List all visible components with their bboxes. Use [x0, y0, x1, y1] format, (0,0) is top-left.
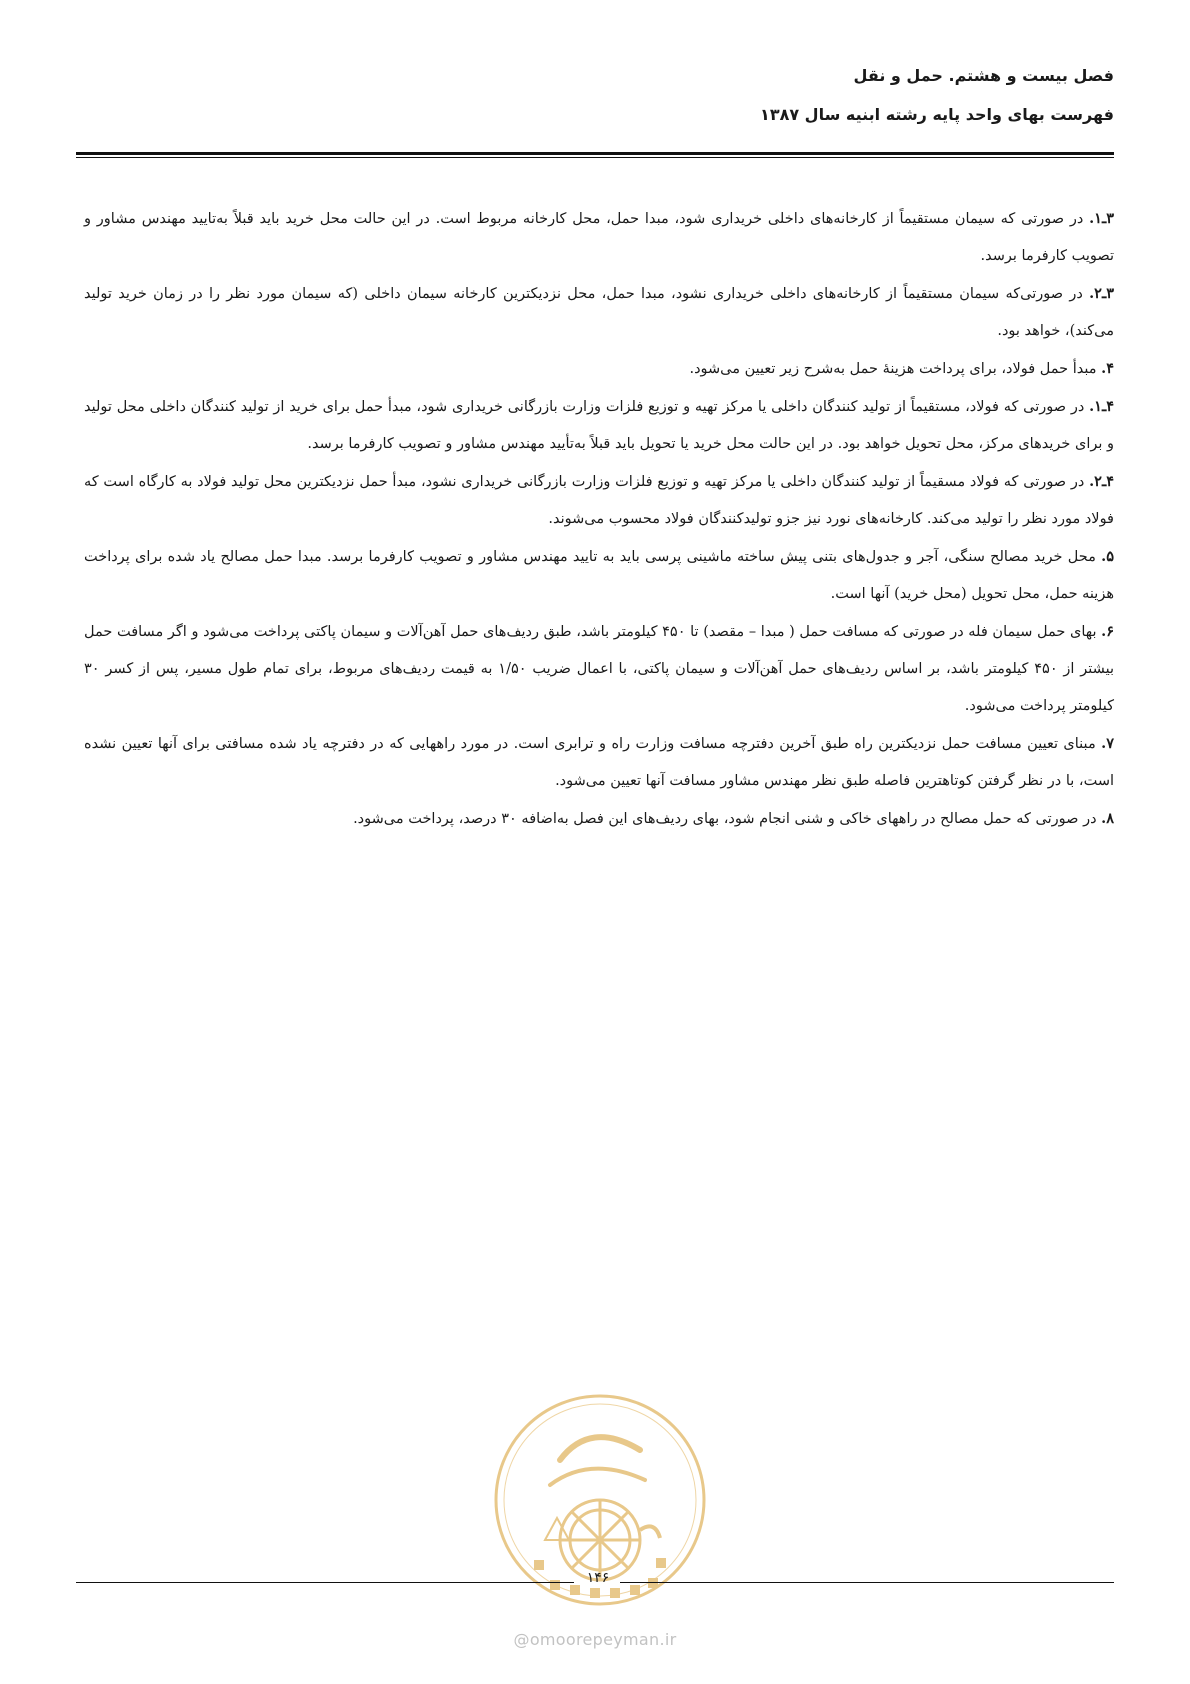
clause-text: مبنای تعیین مسافت حمل نزدیکترین راه طبق آخرین دفترچه مسافت وزارت راه و ترابری است. در مورد راههایی که در دفترچه یاد شده مسافتی برای آنها تعیین نشده است، با در نظر گرفتن کوتاهترین فاصله طبق نظر مهندس مشاور مسافت آنها تعیین می‌شود.	[84, 736, 1114, 789]
clause-number: ۸.	[1101, 810, 1114, 827]
clause-4-1	[84, 388, 1114, 463]
clause-4-2	[84, 463, 1114, 538]
header-rule-thin	[76, 157, 1114, 158]
clause-text: بهای حمل سیمان فله در صورتی که مسافت حمل ( مبدا – مقصد) تا ۴۵۰ کیلومتر باشد، طبق ردیف‌های حمل آهن‌آلات و سیمان پاکتی پرداخت می‌شود و اگر مسافت حمل بیشتر از ۴۵۰ کیلومتر باشد، بر اساس ردیف‌های حمل آهن‌آلات و سیمان پاکتی، با اعمال ضریب ۱/۵۰ به قیمت ردیف‌های مربوط، برای تمام طول مسیر، پس از کسر ۳۰ کیلومتر پرداخت می‌شود.	[84, 624, 1114, 714]
clause-number: ۴.	[1101, 360, 1114, 377]
clause-number: ۶.	[1101, 623, 1114, 640]
clause-number: ۳ـ۲.	[1089, 285, 1114, 302]
clause-number: ۴ـ۱.	[1089, 398, 1114, 415]
clause-4	[84, 350, 1114, 388]
clause-text: در صورتی که سیمان مستقیماً از کارخانه‌های داخلی خریداری شود، مبدا حمل، محل کارخانه مربوط است. در این حالت محل خرید باید قبلاً به‌تایید مهندس مشاور و تصویب کارفرما برسد.	[84, 211, 1114, 264]
footer-rule-right	[620, 1582, 1114, 1583]
clause-number: ۵.	[1101, 548, 1114, 565]
page-number: ۱۴۶	[586, 1570, 610, 1586]
clause-7	[84, 725, 1114, 800]
price-list-title: فهرست بهای واحد پایه رشته ابنیه سال ۱۳۸۷	[760, 105, 1114, 124]
clause-number: ۳ـ۱.	[1089, 210, 1114, 227]
clause-3-1	[84, 200, 1114, 275]
clause-number: ۷.	[1101, 735, 1114, 752]
page-header	[76, 60, 1114, 130]
clause-5	[84, 538, 1114, 613]
body-text	[84, 200, 1114, 838]
watermark-url: @omoorepeyman.ir	[513, 1630, 677, 1649]
clause-text: در صورتی که حمل مصالح در راههای خاکی و شنی انجام شود، بهای ردیف‌های این فصل به‌اضافه ۳۰ درصد، پرداخت می‌شود.	[353, 811, 1102, 827]
clause-text: در صورتی که فولاد مسقیماً از تولید کنندگان داخلی یا مرکز تهیه و توزیع فلزات وزارت بازرگانی خریداری نشود، مبدأ حمل نزدیکترین محل تولید فولاد به کارگاه است که فولاد مورد نظر را تولید می‌کند. کارخانه‌های نورد نیز جزو تولیدکنندگان فولاد محسوب می‌شوند.	[84, 474, 1114, 527]
clause-text: در صورتی که فولاد، مستقیماً از تولید کنندگان داخلی یا مرکز تهیه و توزیع فلزات وزارت بازرگانی خریداری شود، مبدأ حمل برای خرید از تولید کنندگان داخلی محل تولید و برای خریدهای مرکز، محل تحویل خواهد بود. در این حالت محل خرید یا تحویل باید قبلاً به‌تأیید مهندس مشاور و تصویب کارفرما برسد.	[84, 399, 1114, 452]
clause-number: ۴ـ۲.	[1089, 473, 1114, 490]
header-rule	[76, 152, 1114, 155]
clause-3-2	[84, 275, 1114, 350]
clause-text: محل خرید مصالح سنگی، آجر و جدول‌های بتنی پیش ساخته ماشینی پرسی باید به تایید مهندس مشاور و تصویب کارفرما برسد. مبدا حمل مصالح یاد شده برای پرداخت هزینه حمل، محل تحویل (محل خرید) آنها است.	[84, 549, 1114, 602]
chapter-title: فصل بیست و هشتم. حمل و نقل	[853, 66, 1114, 85]
clause-text: در صورتی‌که سیمان مستقیماً از کارخانه‌های داخلی خریداری نشود، مبدا حمل، محل نزدیکترین کارخانه سیمان داخلی (که سیمان مورد نظر را در زمان خرید تولید می‌کند)، خواهد بود.	[84, 286, 1114, 339]
clause-text: مبدأ حمل فولاد، برای پرداخت هزینهٔ حمل به‌شرح زیر تعیین می‌شود.	[689, 361, 1102, 377]
clause-8	[84, 800, 1114, 838]
clause-6	[84, 613, 1114, 725]
footer-rule-left	[76, 1582, 574, 1583]
